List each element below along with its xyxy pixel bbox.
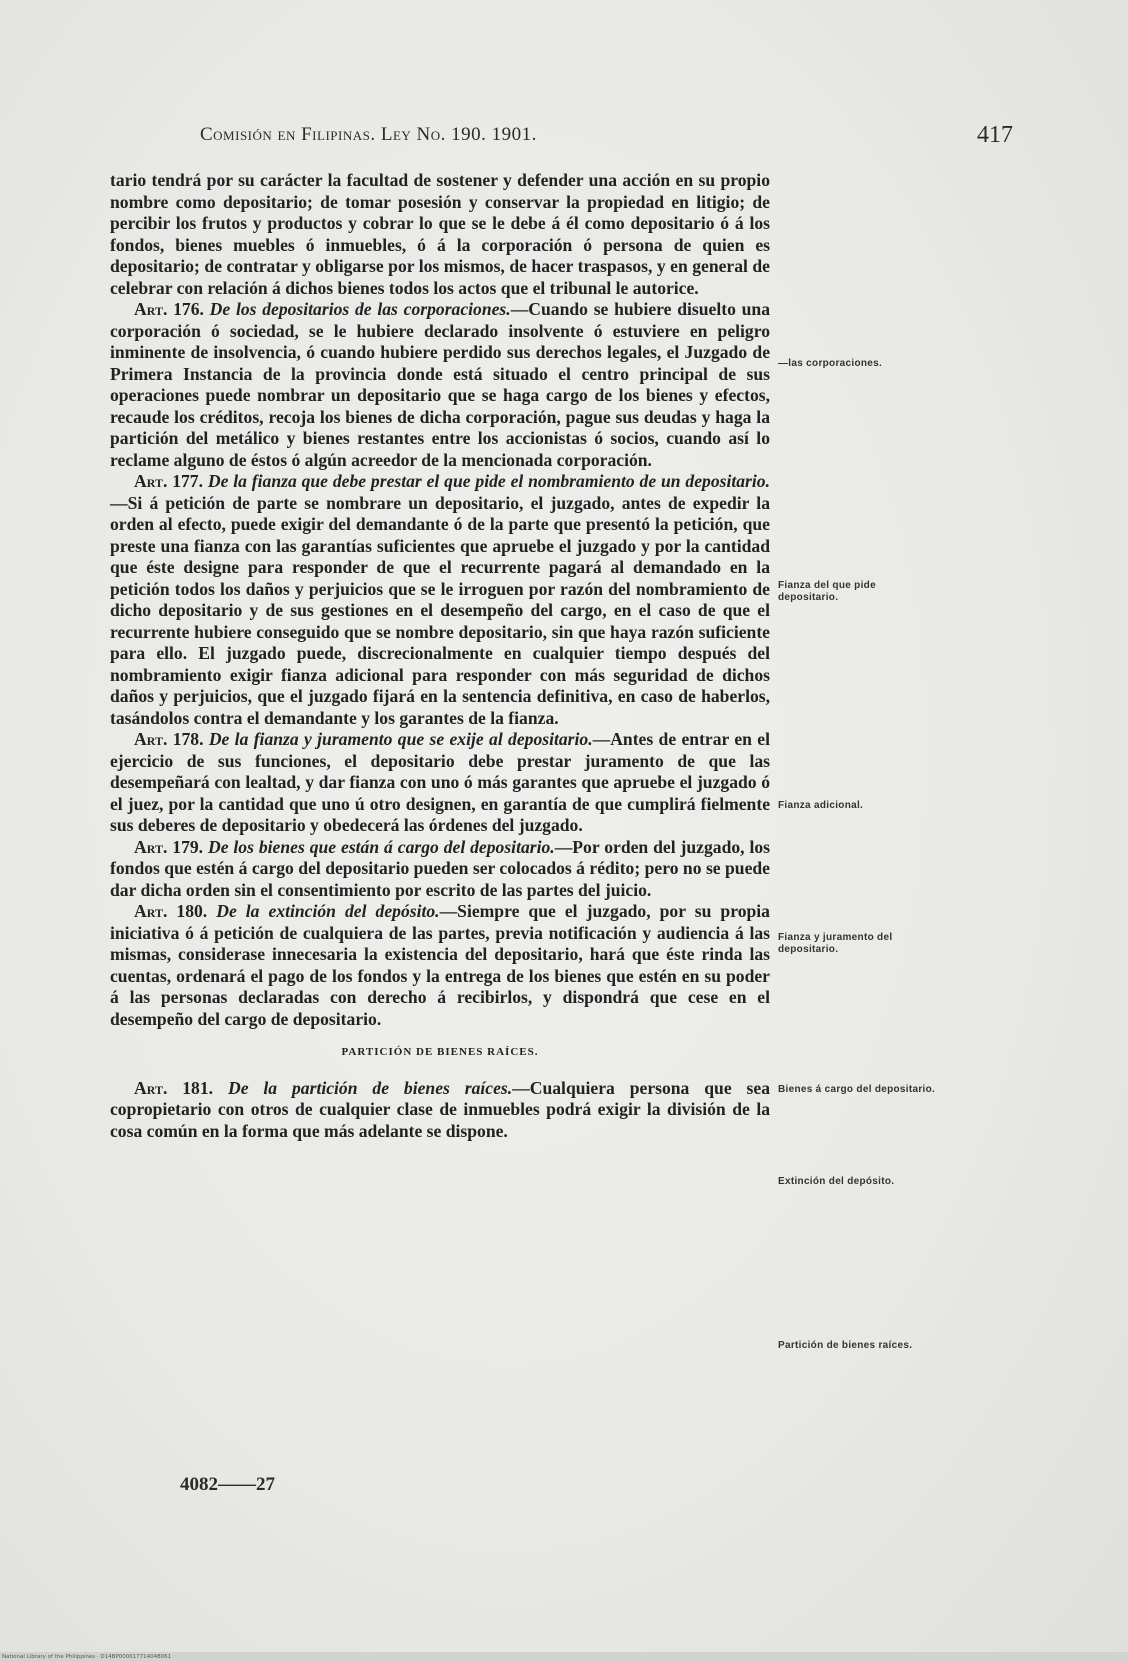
article-180-label: Art. 180. xyxy=(134,901,208,921)
article-176-title: De los depositarios de las corporaciones. xyxy=(209,299,511,319)
article-181-label: Art. 181. xyxy=(134,1077,214,1098)
margin-note-fianza-juramento: Fianza y juramento del depositario. xyxy=(778,932,893,955)
article-179-label: Art. 179. xyxy=(134,836,204,857)
article-180-title: De la extinción del depósito. xyxy=(216,901,440,921)
article-176 xyxy=(110,299,770,471)
margin-note-bienes-cargo: Bienes á cargo del depositario. xyxy=(778,1084,936,1095)
article-180-text: —Siempre que el juzgado, por su propia iniciativa ó á petición de cualquiera de las partes, previa notificación y audiencia á las mismas, considerase innecesaria la existencia del depositario, hará que éste rinda las cuentas, ordenará el pago de los fondos y la entrega de los bienes que estén en su poder á las personas declaradas con derecho á recibirlos, y dispondrá que cese en el desempeño del cargo de depositario. xyxy=(110,901,770,1029)
margin-note-fianza-adicional: Fianza adicional. xyxy=(778,800,864,811)
article-176-text: —Cuando se hubiere disuelto una corporación ó sociedad, se le hubiere declarado insolvente ó estuviere en peligro inminente de insolvencia, ó cuando hubiere perdido sus derechos legales, el Juzgado de Primera Instancia de la provincia donde está situado el centro principal de sus operaciones puede nombrar un depositario que se haga cargo de los bienes y efectos, recaude los créditos, recoja los bienes de dicha corporación, pague sus deudas y haga la partición del metálico y bienes restantes entre los accionistas ó socios, cuando así lo reclame alguno de éstos ó algún acreedor de la mencionada corporación. xyxy=(110,299,771,470)
running-head: Comisión en Filipinas. Ley No. 190. 1901. xyxy=(200,124,537,145)
article-181-text: —Cualquiera persona que sea copropietario con otros de cualquier clase de inmuebles podrá exigir la división de la cosa común en la forma que más adelante se dispone. xyxy=(110,1077,771,1141)
article-178-title: De la fianza y juramento que se exije al depositario. xyxy=(208,729,593,749)
printer-signature: 4082——27 xyxy=(180,1474,275,1495)
article-178 xyxy=(110,729,770,837)
article-177-label: Art. 177. xyxy=(134,471,203,491)
article-176-label: Art. 176. xyxy=(134,299,204,319)
article-178-label: Art. 178. xyxy=(134,729,204,749)
article-180 xyxy=(110,901,770,1030)
article-179-text: —Por orden del juzgado, los fondos que estén á cargo del depositario pueden ser colocados á rédito; pero no se puede dar dicha orden sin el consentimiento por escrito de las partes del juicio. xyxy=(110,836,770,900)
article-181-title: De la partición de bienes raíces. xyxy=(227,1077,513,1098)
margin-note-extincion: Extinción del depósito. xyxy=(778,1176,895,1187)
page-number: 417 xyxy=(977,122,1013,148)
library-credit: National Library of the Philippines · D14BP000017714048061 xyxy=(2,1654,172,1660)
article-178-text: —Antes de entrar en el ejercicio de sus funciones, el depositario debe prestar juramento de que las desempeñará con lealtad, y dar fianza con uno ó más garantes que apruebe el juzgado ó el juez, por la cantidad que uno ú otro designen, en garantía de que cumplirá fielmente sus deberes de depositario y obedecerá las órdenes del juzgado. xyxy=(110,729,770,835)
article-177-text: —Si á petición de parte se nombrare un depositario, el juzgado, antes de expedir la orden al efecto, puede exigir del demandante ó de la parte que presentó la petición, que preste una fianza con las garantías suficientes que apruebe el juzgado y por la cantidad que éste designe para responder de que el recurrente pagará al demandado en la petición todos los daños y perjuicios que se le irroguen por razón del nombramiento de dicho depositario y de sus gestiones en el desempeño del cargo, en el caso de que el recurrente hubiere conseguido que se nombre depositario, sin que haya razón suficiente para ello. El juzgado puede, discrecionalmente en cualquier tiempo después del nombramiento exigir fianza adicional para responder con más seguridad de dichos daños y perjuicios, que el juzgado fijará en la sentencia definitiva, en caso de haberlos, tasándolos contra el demandante y los garantes de la fianza. xyxy=(110,492,770,728)
article-179-title: De los bienes que están á cargo del depositario. xyxy=(207,836,555,857)
article-177 xyxy=(110,471,770,729)
body-text xyxy=(110,170,770,1142)
paragraph-continuation: tario tendrá por su carácter la facultad de sostener y defender una acción en su propio nombre como depositario; de tomar posesión y conservar la propiedad en litigio; de percibir los frutos y productos y cobrar lo que se le debe á él como depositario ó á los fondos, bienes muebles ó inmuebles, ó á la corporación ó persona de quien es depositario; de contratar y obligarse por los mismos, de hacer traspasos, y en general de celebrar con relación á dichos bienes todos los actos que el tribunal le autorice. xyxy=(110,170,770,298)
article-177-title: De la fianza que debe prestar el que pide el nombramiento de un depositario. xyxy=(207,471,770,491)
section-heading: PARTICIÓN DE BIENES RAÍCES. xyxy=(341,1046,539,1058)
margin-note-fianza-pide: Fianza del que pide depositario. xyxy=(778,580,876,603)
margin-note-particion: Partición de bienes raíces. xyxy=(778,1340,913,1351)
article-181 xyxy=(110,1078,770,1143)
article-179 xyxy=(110,837,770,902)
margin-note-corporaciones: —las corporaciones. xyxy=(778,358,883,369)
